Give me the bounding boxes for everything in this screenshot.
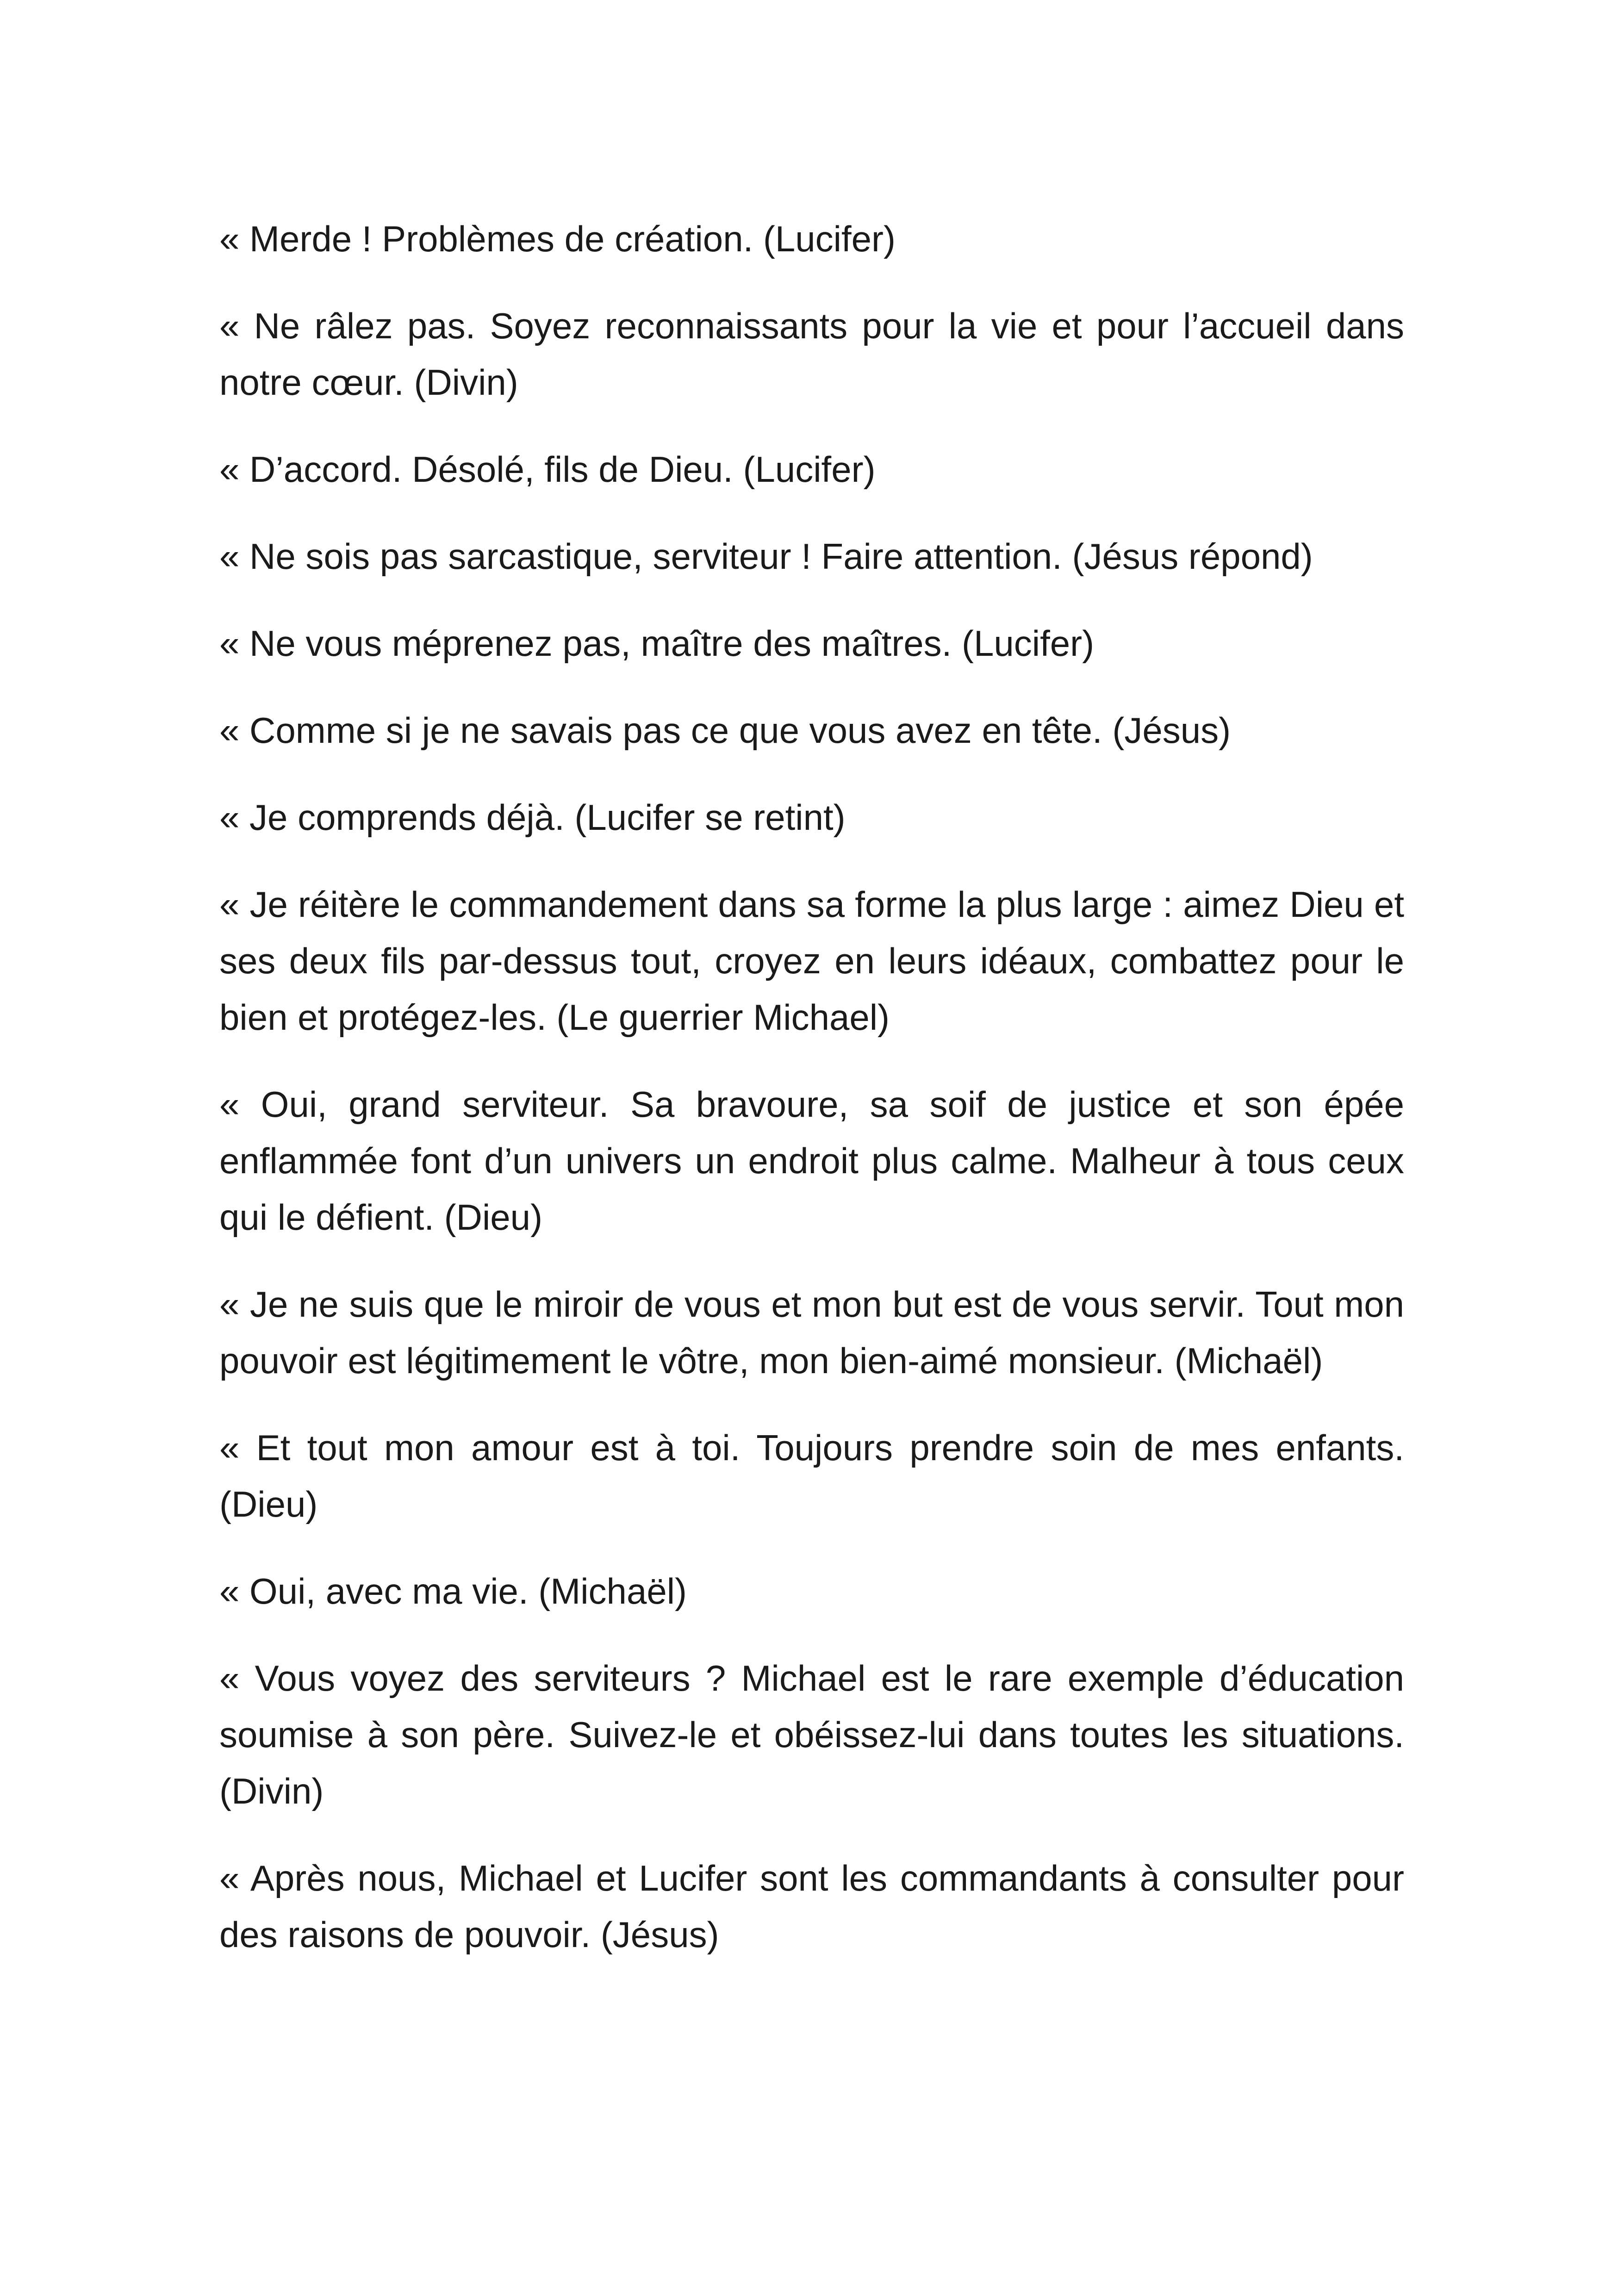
dialogue-paragraph: « Oui, avec ma vie. (Michaël)	[219, 1571, 687, 1612]
dialogue-paragraph: « Je ne suis que le miroir de vous et mon but est de vous servir. Tout mon pouvoir est légitimement le vôtre, mon bien-aimé monsieur. (Michaël)	[219, 1284, 1404, 1381]
dialogue-paragraph: « Et tout mon amour est à toi. Toujours prendre soin de mes enfants. (Dieu)	[219, 1427, 1404, 1524]
dialogue-paragraph: « Oui, grand serviteur. Sa bravoure, sa soif de justice et son épée enflammée font d’un univers un endroit plus calme. Malheur à tous ceux qui le défient. (Dieu)	[219, 1084, 1404, 1238]
dialogue-paragraph: « Je comprends déjà. (Lucifer se retint)	[219, 797, 846, 838]
dialogue-paragraph: « Merde ! Problèmes de création. (Lucifer)	[219, 218, 896, 259]
dialogue-paragraph: « Je réitère le commandement dans sa forme la plus large : aimez Dieu et ses deux fils par-dessus tout, croyez en leurs idéaux, combattez pour le bien et protégez-les. (Le guerrier Michael)	[219, 884, 1404, 1038]
document-body	[219, 211, 1404, 1993]
dialogue-paragraph: « Ne râlez pas. Soyez reconnaissants pour la vie et pour l’accueil dans notre cœur. (Divin)	[219, 305, 1404, 403]
dialogue-paragraph: « Comme si je ne savais pas ce que vous avez en tête. (Jésus)	[219, 710, 1231, 751]
dialogue-paragraph: « Ne sois pas sarcastique, serviteur ! Faire attention. (Jésus répond)	[219, 536, 1313, 577]
dialogue-paragraph: « Vous voyez des serviteurs ? Michael est le rare exemple d’éducation soumise à son père. Suivez-le et obéissez-lui dans toutes les situations. (Divin)	[219, 1658, 1404, 1811]
dialogue-paragraph: « Ne vous méprenez pas, maître des maîtres. (Lucifer)	[219, 623, 1095, 664]
dialogue-paragraph: « Après nous, Michael et Lucifer sont les commandants à consulter pour des raisons de pouvoir. (Jésus)	[219, 1858, 1404, 1955]
dialogue-paragraph: « D’accord. Désolé, fils de Dieu. (Lucifer)	[219, 449, 876, 490]
